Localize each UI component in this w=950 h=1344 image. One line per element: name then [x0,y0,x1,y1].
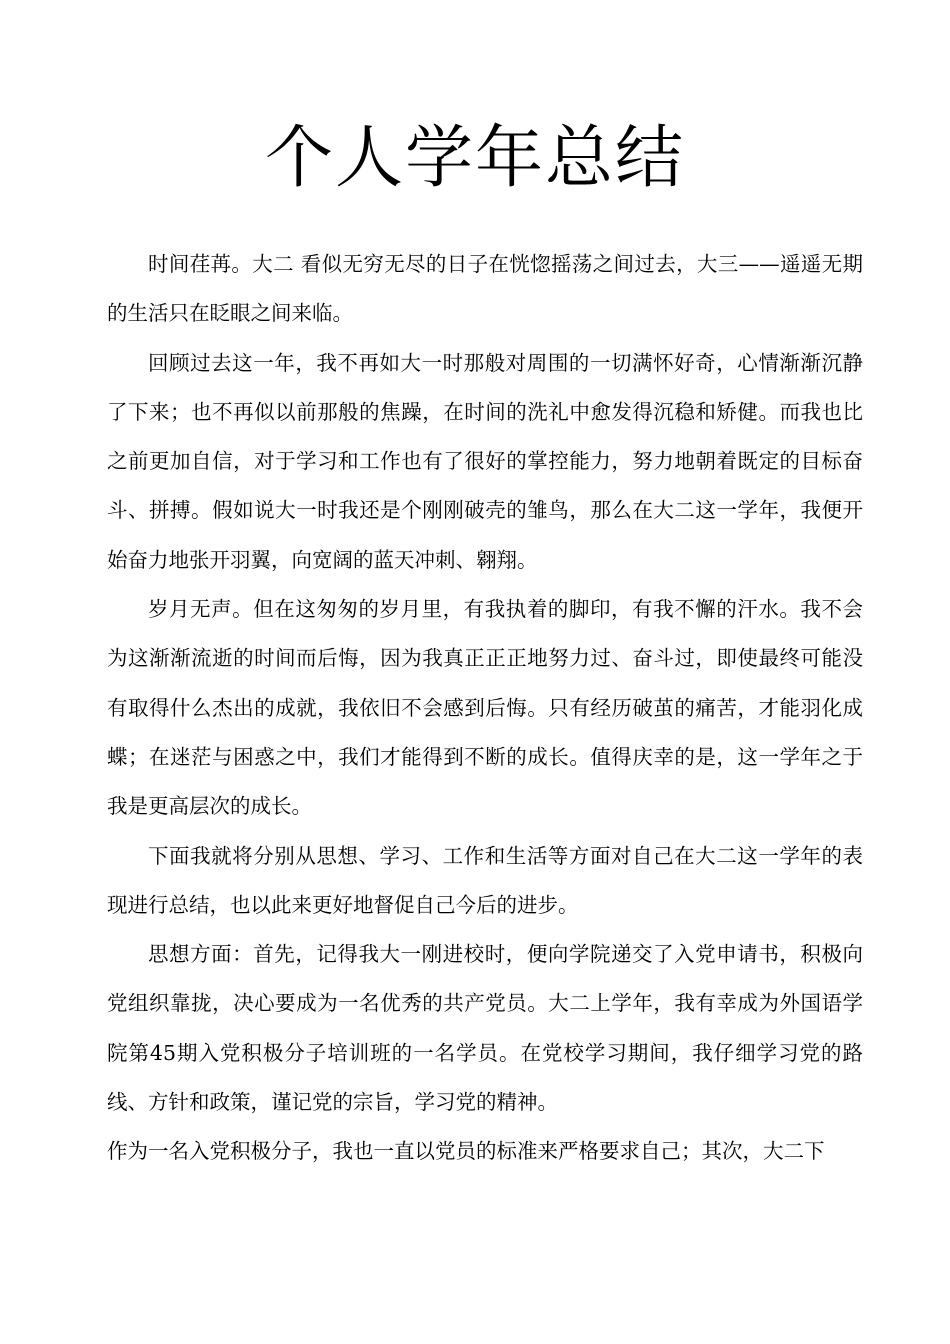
paragraph-overview: 下面我就将分别从思想、学习、工作和生活等方面对自己在大二这一学年的表现进行总结，也以此来更好地督促自己今后的进步。 [107,843,863,917]
paragraph-time: 岁月无声。但在这匆匆的岁月里，有我执着的脚印，有我不懈的汗水。我不会为这渐渐流逝的时间而后悔，因为我真正正正地努力过、奋斗过，即使最终可能没有取得什么杰出的成就，我依旧不会感到后悔。只有经历破茧的痛苦，才能羽化成蝶；在迷茫与困惑之中，我们才能得到不断的成长。值得庆幸的是，这一学年之于我是更高层次的成长。 [107,597,863,819]
paragraph-review: 回顾过去这一年，我不再如大一时那般对周围的一切满怀好奇，心情渐渐沉静了下来；也不再似以前那般的焦躁，在时间的洗礼中愈发得沉稳和矫健。而我也比之前更加自信，对于学习和工作也有了很好的掌控能力，努力地朝着既定的目标奋斗、拼搏。假如说大一时我还是个刚刚破壳的雏鸟，那么在大二这一学年，我便开始奋力地张开羽翼，向宽阔的蓝天冲刺、翱翔。 [107,350,863,572]
paragraph-intro: 时间荏苒。大二 看似无穷无尽的日子在恍惚摇荡之间过去，大三——遥遥无期的生活只在眨眼之间来临。 [107,252,863,326]
document-title: 个人学年总结 [264,119,685,198]
paragraph-thought: 思想方面：首先，记得我大一刚进校时，便向学院递交了入党申请书，积极向党组织靠拢，决心要成为一名优秀的共产党员。大二上学年，我有幸成为外国语学院第45期入党积极分子培训班的一名学员。在党校学习期间，我仔细学习党的路线、方针和政策，谨记党的宗旨，学习党的精神。 [107,942,863,1115]
document-body [107,240,863,1177]
paragraph-party-member: 作为一名入党积极分子，我也一直以党员的标准来严格要求自己；其次，大二下 [107,1139,825,1164]
